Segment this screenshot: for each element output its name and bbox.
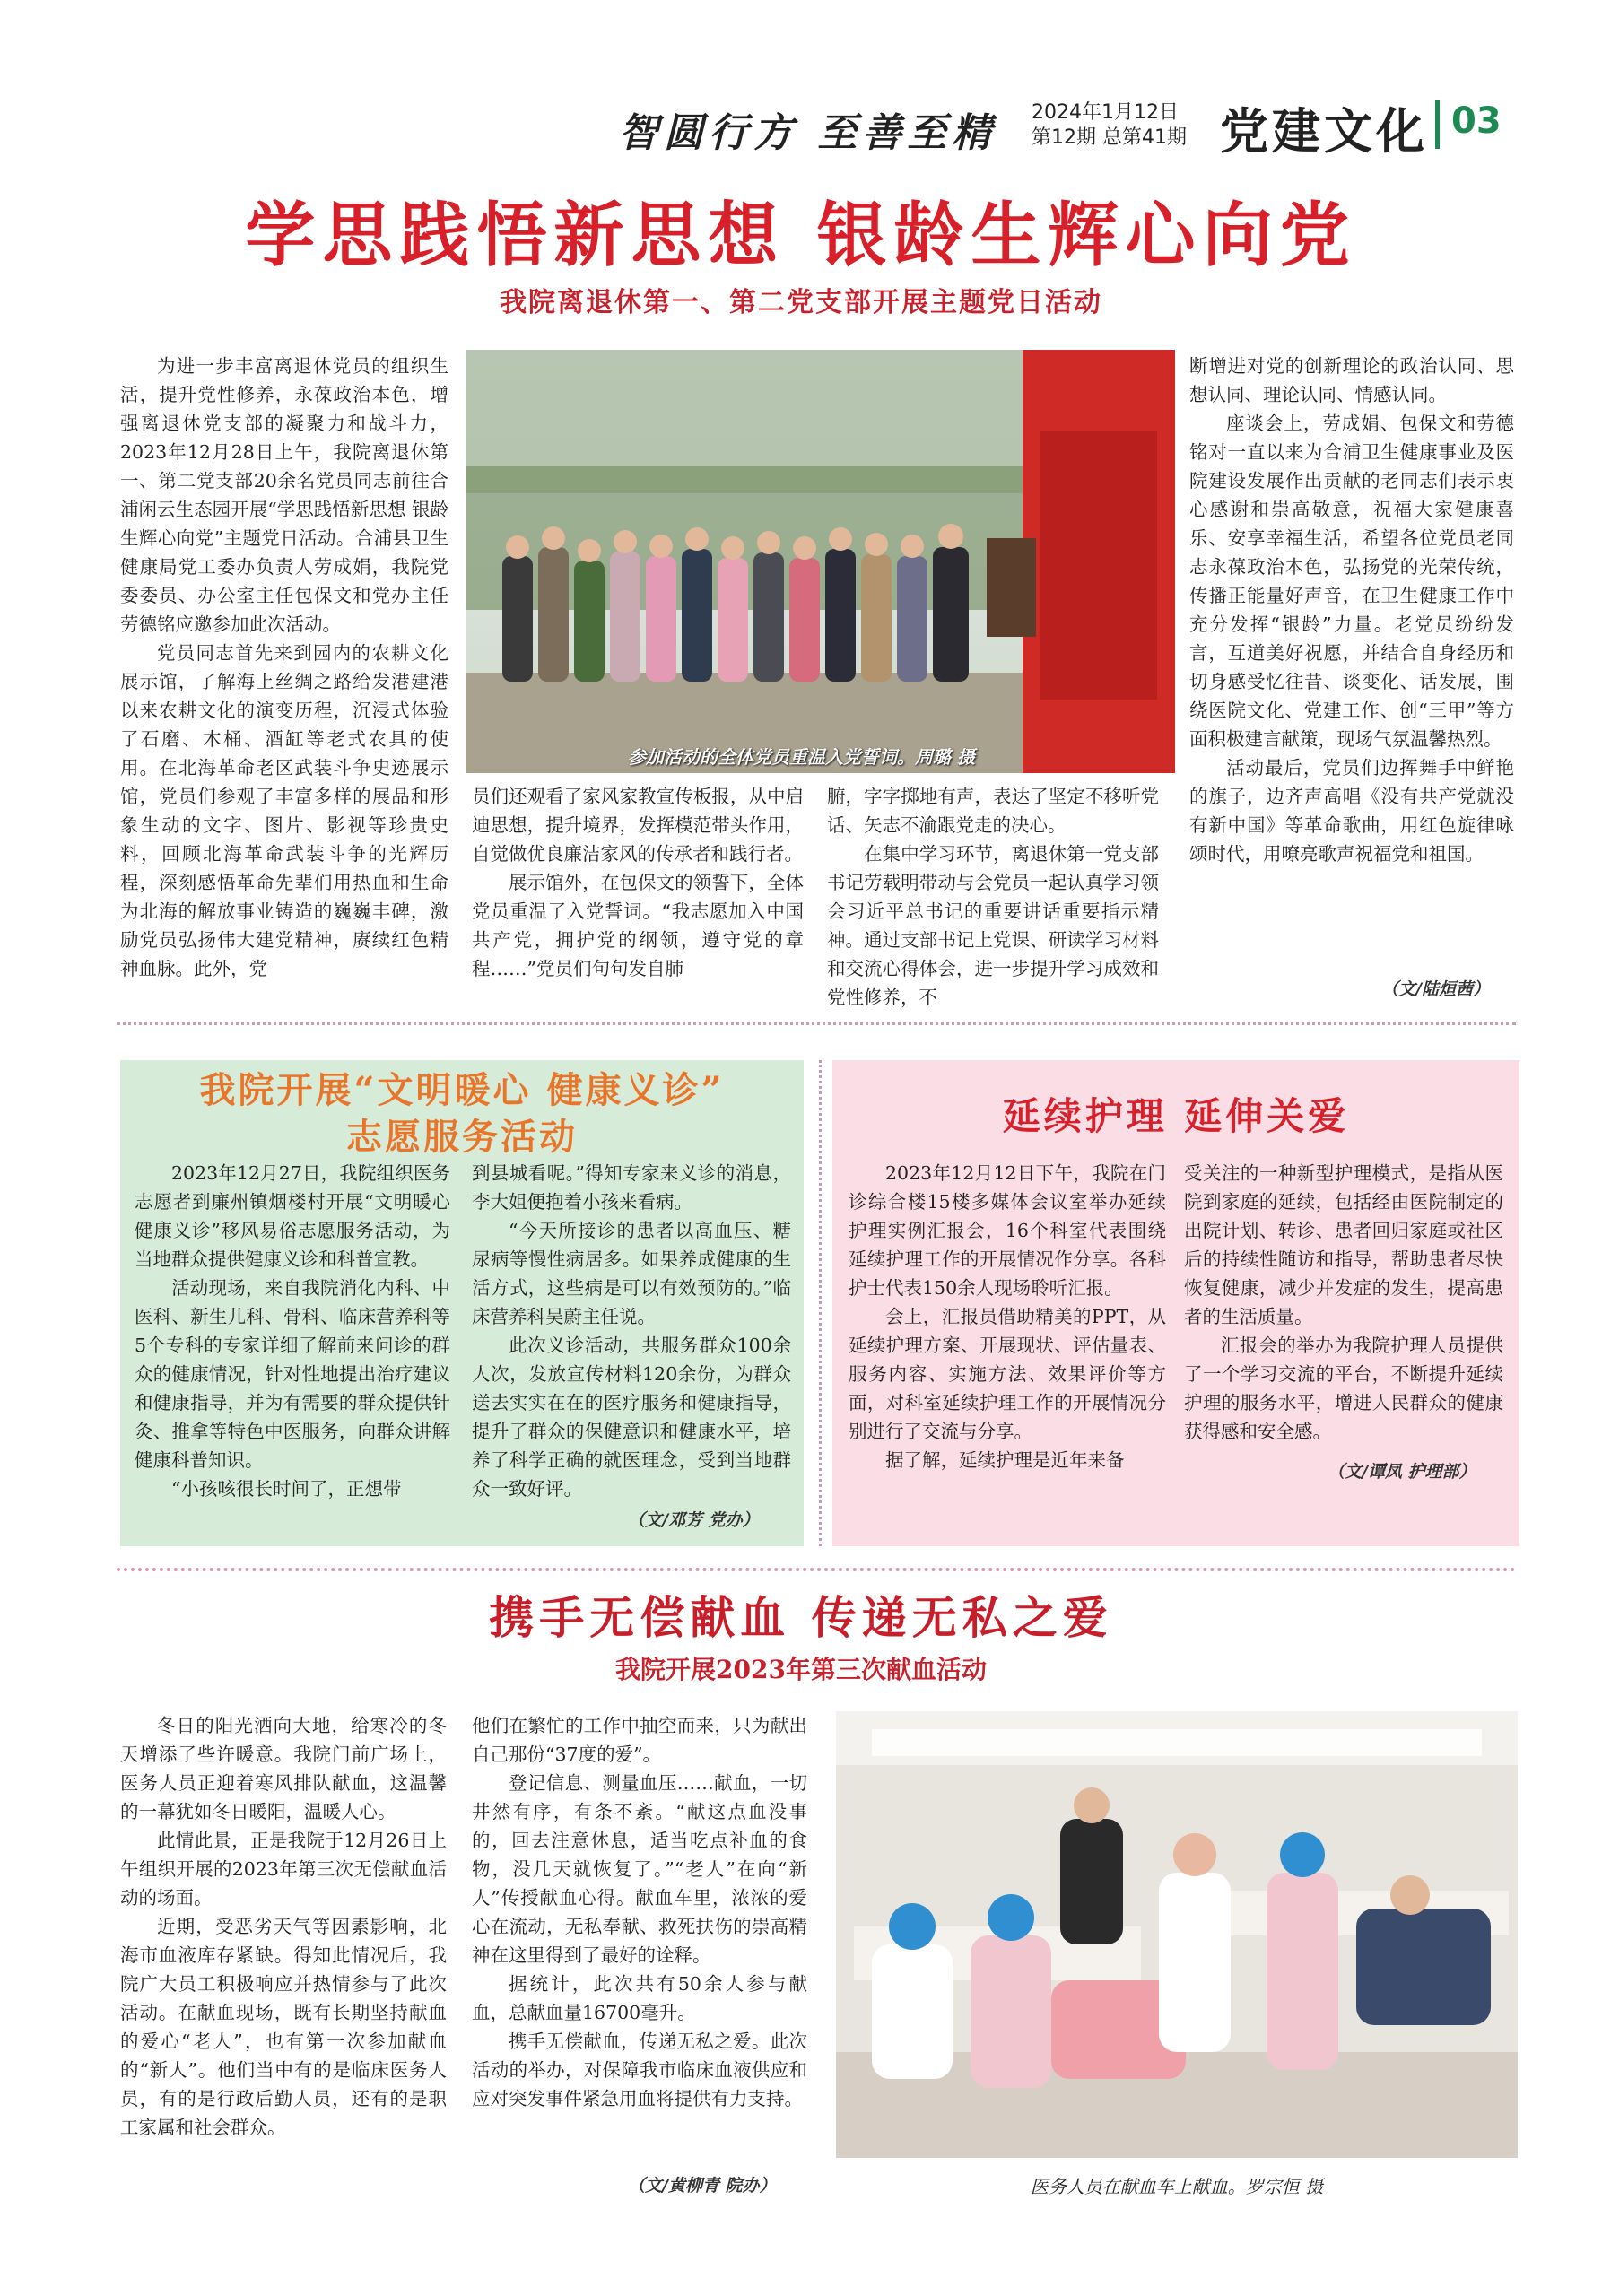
- paragraph: 近期，受恶劣天气等因素影响，北海市血液库存紧缺。得知此情况后，我院广大员工积极响应并热情参与了此次活动。在献血现场，既有长期坚持献血的爱心“老人”，也有第一次参加献血的“新人”。他们当中有的是临床医务人员，有的是行政后勤人员，还有的是职工家属和社会群众。: [120, 1916, 447, 2138]
- paragraph: 在集中学习环节，离退休第一党支部书记劳载明带动与会党员一起认真学习领会习近平总书记的重要讲话重要指示精神。通过支部书记上党课、研读学习材料和交流心得体会，进一步提升学习成效和党性修养，不: [827, 843, 1159, 1008]
- article3-byline: （文/谭凤 护理部）: [1328, 1462, 1476, 1482]
- section-divider-dotted-2: [117, 1568, 1516, 1573]
- article2-title-line1: 我院开展“文明暖心 健康义诊”: [199, 1069, 725, 1111]
- paragraph: 汇报会的举办为我院护理人员提供了一个学习交流的平台，不断提升延续护理的服务水平，增进人民群众的健康获得感和安全感。: [1184, 1335, 1503, 1442]
- party-members-photo: [466, 350, 1175, 773]
- paragraph: 据了解，延续护理是近年来备: [885, 1449, 1125, 1471]
- paragraph: “小孩咳很长时间了，正想带: [171, 1478, 402, 1500]
- issue-date: 2024年1月12日: [1032, 101, 1179, 124]
- article3-column-2: [1184, 1159, 1503, 1446]
- paragraph: 2023年12月12日下午，我院在门诊综合楼15楼多媒体会议室举办延续护理实例汇报会，16个科室代表围绕延续护理工作的开展情况作分享。各科护士代表150余人现场聆听汇报。: [849, 1162, 1166, 1299]
- paragraph: 登记信息、测量血压……献血，一切井然有序，有条不紊。“献这点血没事的，回去注意休息，适当吃点补血的食物，没几天就恢复了。”“老人”在向“新人”传授献血心得。献血车里，浓浓的爱心在流动，无私奉献、救死扶伤的崇高精神在这里得到了最好的诠释。: [472, 1772, 807, 1966]
- paragraph: 断增进对党的创新理论的政治认同、思想认同、理论认同、情感认同。: [1189, 355, 1514, 405]
- column-divider-dotted: [819, 1060, 822, 1546]
- article1-column-3: [827, 782, 1159, 1012]
- article4-column-2: [472, 1711, 807, 2113]
- article2-title-line2: 志愿服务活动: [346, 1116, 578, 1158]
- paragraph: 冬日的阳光洒向大地，给寒冷的冬天增添了些许暖意。我院门前广场上，医务人员正迎着寒风排队献血，这温馨的一幕犹如冬日暖阳，温暖人心。: [120, 1715, 447, 1822]
- paragraph: 到县城看呢。”得知专家来义诊的消息，李大姐便抱着小孩来看病。: [472, 1162, 791, 1213]
- article2-byline: （文/邓芳 党办）: [628, 1510, 760, 1530]
- article4-title: 携手无偿献血 传递无私之爱: [489, 1591, 1113, 1644]
- photo2-caption: 医务人员在献血车上献血。罗宗恒 摄: [1030, 2176, 1324, 2197]
- paragraph: 活动最后，党员们边挥舞手中鲜艳的旗子，边齐声高唱《没有共产党就没有新中国》等革命歌曲，用红色旋律咏颂时代，用嘹亮歌声祝福党和祖国。: [1189, 757, 1514, 865]
- issue-number: 第12期 总第41期: [1032, 126, 1187, 149]
- article3-title: 延续护理 延伸关爱: [1002, 1094, 1350, 1138]
- paragraph: 据统计，此次共有50余人参与献血，总献血量16700毫升。: [472, 1973, 807, 2023]
- article4-column-1: [120, 1711, 447, 2142]
- article1-column-4: [1189, 352, 1514, 868]
- paragraph: 腑，字字掷地有声，表达了坚定不移听党话、矢志不渝跟党走的决心。: [827, 786, 1159, 836]
- article1-column-1: [120, 352, 448, 983]
- newspaper-slogan: 智圆行方 至善至精: [619, 110, 997, 156]
- paragraph: 座谈会上，劳成娟、包保文和劳德铭对一直以来为合浦卫生健康事业及医院建设发展作出贡献的老同志们表示衷心感谢和崇高敬意，祝福大家健康喜乐、安享幸福生活，希望各位党员老同志永葆政治本色，弘扬党的光荣传统，传播正能量好声音，在卫生健康工作中充分发挥“银龄”力量。老党员纷纷发言，互道美好祝愿，并结合自身经历和切身感受忆往昔、谈变化、话发展，围绕医院文化、党建工作、创“三甲”等方面积极建言献策，现场气氛温馨热烈。: [1189, 413, 1514, 750]
- blood-donation-photo: [836, 1711, 1518, 2158]
- article3-column-1: [849, 1159, 1166, 1474]
- paragraph: 会上，汇报员借助精美的PPT，从延续护理方案、开展现状、评估量表、服务内容、实施方法、效果评价等方面，对科室延续护理工作的开展情况分别进行了交流与分享。: [849, 1306, 1166, 1442]
- article1-byline: （文/陆烜茜）: [1381, 979, 1490, 999]
- paragraph: 2023年12月27日，我院组织医务志愿者到廉州镇烟楼村开展“文明暖心 健康义诊”移风易俗志愿服务活动，为当地群众提供健康义诊和科普宣教。: [135, 1162, 450, 1270]
- section-divider-dotted: [117, 1022, 1516, 1026]
- article1-subtitle: 我院离退休第一、第二党支部开展主题党日活动: [500, 287, 1102, 318]
- paragraph: 受关注的一种新型护理模式，是指从医院到家庭的延续，包括经由医院制定的出院计划、转诊、患者回归家庭或社区后的持续性随访和指导，帮助患者尽快恢复健康，减少并发症的发生，提高患者的生活质量。: [1184, 1162, 1503, 1327]
- article2-column-2: [472, 1159, 791, 1503]
- article4-subtitle: 我院开展2023年第三次献血活动: [615, 1655, 987, 1684]
- paragraph: 此情此景，正是我院于12月26日上午组织开展的2023年第三次无偿献血活动的场面。: [120, 1830, 447, 1909]
- article2-title: [120, 1067, 804, 1161]
- issue-info: [1032, 100, 1187, 151]
- paragraph: “今天所接诊的患者以高血压、糖尿病等慢性病居多。如果养成健康的生活方式，这些病是可以有效预防的。”临床营养科吴蔚主任说。: [472, 1220, 791, 1327]
- section-divider: [1435, 100, 1440, 149]
- paragraph: 活动现场，来自我院消化内科、中医科、新生儿科、骨科、临床营养科等5个专科的专家详细了解前来问诊的群众的健康情况，针对性地提出治疗建议和健康指导，并为有需要的群众提供针灸、推拿等特色中医服务，向群众讲解健康科普知识。: [135, 1277, 450, 1471]
- paragraph: 他们在繁忙的工作中抽空而来，只为献出自己那份“37度的爱”。: [472, 1715, 807, 1765]
- page-number: 03: [1451, 100, 1502, 142]
- paragraph: 携手无偿献血，传递无私之爱。此次活动的举办，对保障我市临床血液供应和应对突发事件紧急用血将提供有力支持。: [472, 2031, 807, 2109]
- article4-byline: （文/黄柳青 院办）: [628, 2176, 777, 2196]
- article2-column-1: [135, 1159, 450, 1503]
- paragraph: 此次义诊活动，共服务群众100余人次，发放宣传材料120余份，为群众送去实实在在的医疗服务和健康指导，提升了群众的保健意识和健康水平，培养了科学正确的就医理念，受到当地群众一致好评。: [472, 1335, 791, 1500]
- paragraph: 展示馆外，在包保文的领誓下，全体党员重温了入党誓词。“我志愿加入中国共产党，拥护党的纲领，遵守党的章程……”党员们句句发自肺: [472, 872, 804, 979]
- photo1-caption: 参加活动的全体党员重温入党誓词。周璐 摄: [628, 746, 975, 768]
- section-title: 党建文化: [1220, 102, 1428, 160]
- article1-title: 学思践悟新思想 银龄生辉心向党: [245, 195, 1357, 276]
- paragraph: 员们还观看了家风家教宣传板报，从中启迪思想，提升境界，发挥模范带头作用，自觉做优良廉洁家风的传承者和践行者。: [472, 786, 804, 865]
- article1-column-2: [472, 782, 804, 983]
- paragraph: 为进一步丰富离退休党员的组织生活，提升党性修养，永葆政治本色，增强离退休党支部的凝聚力和战斗力，2023年12月28日上午，我院离退休第一、第二党支部20余名党员同志前往合浦闲云生态园开展“学思践悟新思想 银龄生辉心向党”主题党日活动。合浦县卫生健康局党工委办负责人劳成娟，我院党委委员、办公室主任包保文和党办主任劳德铭应邀参加此次活动。: [120, 355, 448, 635]
- paragraph: 党员同志首先来到园内的农耕文化展示馆，了解海上丝绸之路给发港建港以来农耕文化的演变历程，沉浸式体验了石磨、木桶、酒缸等老式农具的使用。在北海革命老区武装斗争史迹展示馆，党员们参观了丰富多样的展品和形象生动的文字、图片、影视等珍贵史料，回顾北海革命武装斗争的光辉历程，深刻感悟革命先辈们用热血和生命为北海的解放事业铸造的巍巍丰碑，激励党员弘扬伟大建党精神，赓续红色精神血脉。此外，党: [120, 642, 448, 979]
